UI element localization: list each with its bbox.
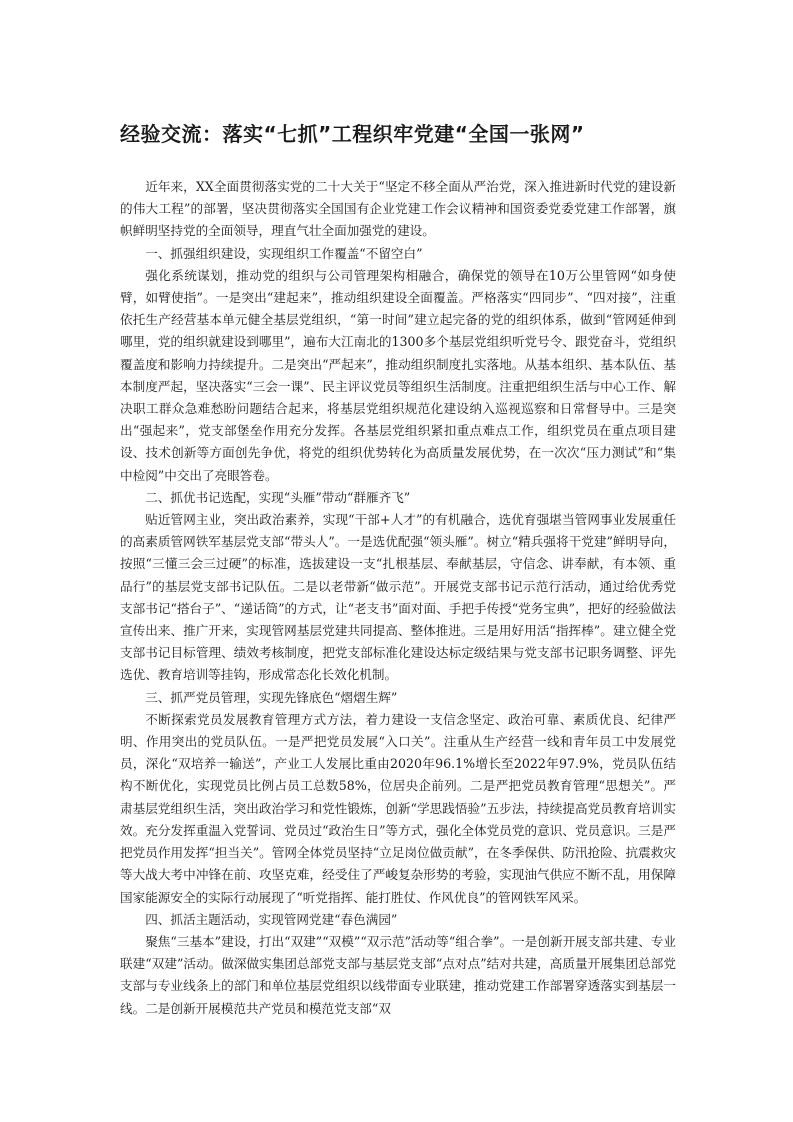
intro-paragraph: 近年来，XX全面贯彻落实党的二十大关于“坚定不移全面从严治党，深入推进新时代党的建设新的伟大工程”的部署，坚决贯彻落实全国国有企业党建工作会议精神和国资委党委党建工作部署，旗帜鲜明坚持党的全面领导，理直气壮全面加强党的建设。 — [120, 179, 676, 239]
section-paragraph-1: 强化系统谋划，推动党的组织与公司管理架构相融合，确保党的领导在10万公里管网“如身使臂，如臂使指”。一是突出“建起来”，推动组织建设全面覆盖。严格落实“四同步”、“四对接”，注重依托生产经营基本单元健全基层党组织，“第一时间”建立起完备的党的组织体系，做到“管网延伸到哪里，党的组织就建设到哪里”，遍布大江南北的1300多个基层党组织听党号令、跟党奋斗，党组织覆盖度和影响力持续提升。二是突出“严起来”，推动组织制度扎实落地。从基本组织、基本队伍、基本制度严起，坚决落实“三会一课”、民主评议党员等组织生活制度。注重把组织生活与中心工作、解决职工群众急难愁盼问题结合起来，将基层党组织规范化建设纳入巡视巡察和日常督导中。三是突出“强起来”，党支部堡垒作用充分发挥。各基层党组织紧扣重点难点工作，组织党员在重点项目建设、技术创新等方面创先争优，将党的组织优势转化为高质量发展优势，在一次次“压力测试”和“集中检阅”中交出了亮眼答卷。 — [120, 267, 676, 483]
section-heading-2: 二、抓优书记选配，实现“头雁”带动“群雁齐飞” — [145, 489, 411, 505]
document-body — [120, 176, 676, 1020]
section-paragraph-4: 聚焦“三基本”建设，打出“双建”“双模”“双示范”活动等“组合拳”。一是创新开展支部共建、专业联建“双建”活动。做深做实集团总部党支部与基层党支部“点对点”结对共建，高质量开展集团总部党支部与专业线条上的部门和单位基层党组织以线带面专业联建，推动党建工作部署穿透落实到基层一线。二是创新开展模范共产党员和模范党支部“双 — [120, 933, 676, 1016]
section-heading-4: 四、抓活主题活动，实现管网党建“春色满园” — [145, 911, 398, 927]
document-title: 经验交流：落实“七抓”工程织牢党建“全国一张网” — [120, 122, 585, 146]
section-paragraph-3: 不断探索党员发展教育管理方式方法，着力建设一支信念坚定、政治可靠、素质优良、纪律严明、作用突出的党员队伍。一是严把党员发展“入口关”。注重从生产经营一线和青年员工中发展党员，深化“双培养一输送”，产业工人发展比重由2020年96.1%增长至2022年97.9%，党员队伍结构不断优化，实现党员比例占员工总数58%，位居央企前列。二是严把党员教育管理“思想关”。严肃基层党组织生活，突出政治学习和党性锻炼，创新“学思践悟验”五步法，持续提高党员教育培训实效。充分发挥重温入党誓词、党员过“政治生日”等方式，强化全体党员党的意识、党员意识。三是严把党员作用发挥“担当关”。管网全体党员坚持“立足岗位做贡献”，在冬季保供、防汛抢险、抗震救灾等大战大考中冲锋在前、攻坚克难，经受住了严峻复杂形势的考验，实现油气供应不断不乱，用保障国家能源安全的实际行动展现了“听党指挥、能打胜仗、作风优良”的管网铁军风采。 — [120, 711, 676, 905]
section-heading-1: 一、抓强组织建设，实现组织工作覆盖“不留空白” — [145, 245, 423, 261]
section-heading-3: 三、抓严党员管理，实现先锋底色“熠熠生辉” — [145, 689, 398, 705]
section-paragraph-2: 贴近管网主业，突出政治素养，实现“干部+人才”的有机融合，选优育强堪当管网事业发展重任的高素质管网铁军基层党支部“带头人”。一是选优配强“领头雁”。树立“精兵强将干党建”鲜明导向，按照“三懂三会三过硬”的标准，选拔建设一支“扎根基层、奉献基层，守信念、讲奉献，有本领、重品行”的基层党支部书记队伍。二是以老带新“做示范”。开展党支部书记示范行活动，通过给优秀党支部书记“搭台子”、“递话筒”的方式，让“老支书”面对面、手把手传授“党务宝典”，把好的经验做法宣传出来、推广开来，实现管网基层党建共同提高、整体推进。三是用好用活“指挥棒”。建立健全党支部书记目标管理、绩效考核制度，把党支部标准化建设达标定级结果与党支部书记职务调整、评先选优、教育培训等挂钩，形成常态化长效化机制。 — [120, 512, 676, 683]
